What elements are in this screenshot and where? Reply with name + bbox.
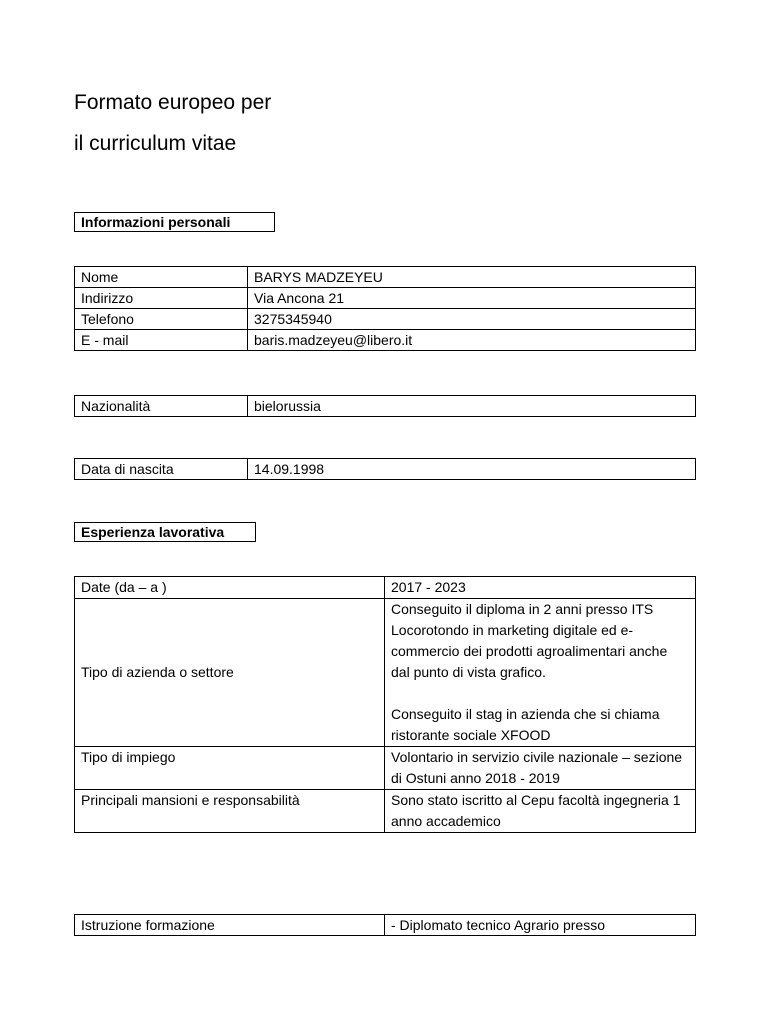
education-value: - Diplomato tecnico Agrario presso (385, 915, 696, 936)
email-label: E - mail (75, 330, 248, 351)
section-heading-personal-info: Informazioni personali (74, 212, 275, 232)
employment-type-label: Tipo di impiego (75, 747, 385, 790)
table-row (75, 330, 696, 351)
work-experience-table (74, 576, 696, 833)
duties-value: Sono stato iscritto al Cepu facoltà ingegneria 1 anno accademico (385, 790, 696, 833)
table-row (75, 267, 696, 288)
contact-info-table (74, 266, 696, 351)
education-table (74, 914, 696, 936)
sector-value-paragraph-1: Conseguito il diploma in 2 anni presso ITS Locorotondo in marketing digitale ed e- commercio dei prodotti agroalimentari anche dal punto di vista grafico. (391, 601, 668, 680)
table-row (75, 747, 696, 790)
document-title-line-2: il curriculum vitae (74, 132, 237, 155)
table-row (75, 577, 696, 599)
address-value: Via Ancona 21 (248, 288, 696, 309)
education-label: Istruzione formazione (75, 915, 385, 936)
sector-value-paragraph-2: Conseguito il stag in azienda che si chiama ristorante sociale XFOOD (391, 706, 660, 743)
dates-value: 2017 - 2023 (385, 577, 696, 599)
paragraph-spacer (391, 683, 689, 704)
document-title-line-1: Formato europeo per (74, 91, 272, 114)
section-heading-work-experience: Esperienza lavorativa (74, 522, 256, 542)
birth-date-value: 14.09.1998 (248, 459, 696, 480)
table-row (75, 599, 696, 747)
address-label: Indirizzo (75, 288, 248, 309)
phone-label: Telefono (75, 309, 248, 330)
nationality-table (74, 395, 696, 417)
email-value: baris.madzeyeu@libero.it (248, 330, 696, 351)
birth-date-label: Data di nascita (75, 459, 248, 480)
birth-date-table (74, 458, 696, 480)
sector-label: Tipo di azienda o settore (75, 599, 385, 747)
table-row (75, 309, 696, 330)
phone-value: 3275345940 (248, 309, 696, 330)
sector-value (385, 599, 696, 747)
duties-label: Principali mansioni e responsabilità (75, 790, 385, 833)
table-row (75, 396, 696, 417)
nationality-label: Nazionalità (75, 396, 248, 417)
employment-type-value: Volontario in servizio civile nazionale – sezione di Ostuni anno 2018 - 2019 (385, 747, 696, 790)
table-row (75, 790, 696, 833)
name-label: Nome (75, 267, 248, 288)
table-row (75, 288, 696, 309)
name-value: BARYS MADZEYEU (248, 267, 696, 288)
table-row (75, 459, 696, 480)
table-row (75, 915, 696, 936)
dates-label: Date (da – a ) (75, 577, 385, 599)
nationality-value: bielorussia (248, 396, 696, 417)
